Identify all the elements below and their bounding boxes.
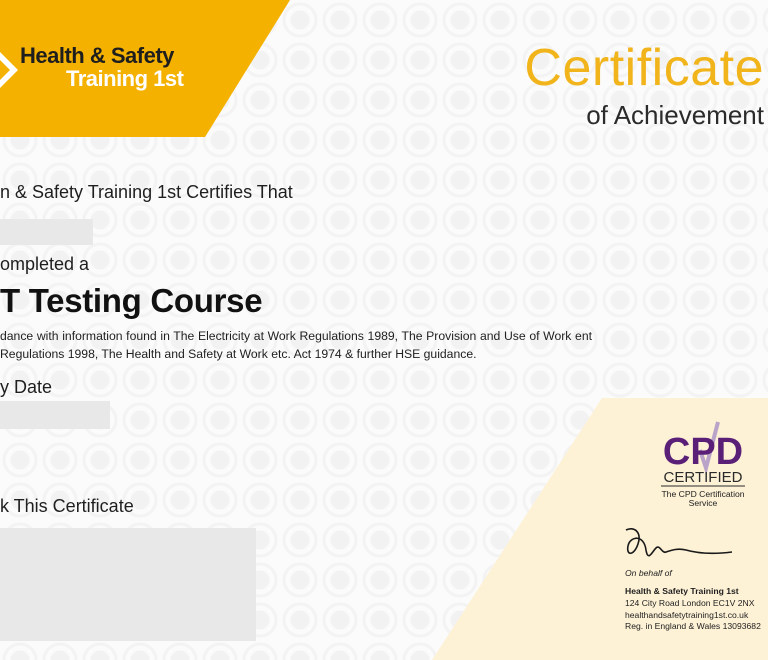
svg-text:CERTIFIED: CERTIFIED <box>663 469 743 486</box>
company-name: Health & Safety Training 1st <box>625 586 739 596</box>
brand-line1: Health & Safety <box>20 43 174 68</box>
cpd-certified-logo <box>658 420 748 508</box>
date-redacted <box>0 401 110 429</box>
certificate-subtitle: of Achievement <box>586 100 764 130</box>
certificate-title: Certificate <box>524 39 764 97</box>
signature <box>620 522 735 568</box>
svg-text:The CPD Certification: The CPD Certification <box>661 489 745 499</box>
course-description: dance with information found in The Electricity at Work Regulations 1989, The Provision and Use of Work ent Regulations 1998, The Health and Safety at Work etc. Act 1974 & further HSE guidance. <box>0 329 592 361</box>
company-website: healthandsafetytraining1st.co.uk <box>625 610 749 620</box>
date-label: y Date <box>0 377 53 397</box>
qr-code-redacted <box>0 528 256 641</box>
recipient-name-redacted <box>0 219 93 245</box>
company-registration: Reg. in England & Wales 13093682 <box>625 621 761 631</box>
on-behalf-text: On behalf of <box>625 568 672 578</box>
brand-logo <box>20 44 183 90</box>
course-title: T Testing Course <box>0 282 263 319</box>
certifies-text: n & Safety Training 1st Certifies That <box>0 182 293 202</box>
completed-text: ompleted a <box>0 254 90 274</box>
brand-line2: Training 1st <box>66 66 184 92</box>
company-address: 124 City Road London EC1V 2NX <box>625 598 755 608</box>
svg-text:CPD: CPD <box>662 431 744 473</box>
check-label: k This Certificate <box>0 496 134 516</box>
svg-text:Service: Service <box>688 498 718 508</box>
